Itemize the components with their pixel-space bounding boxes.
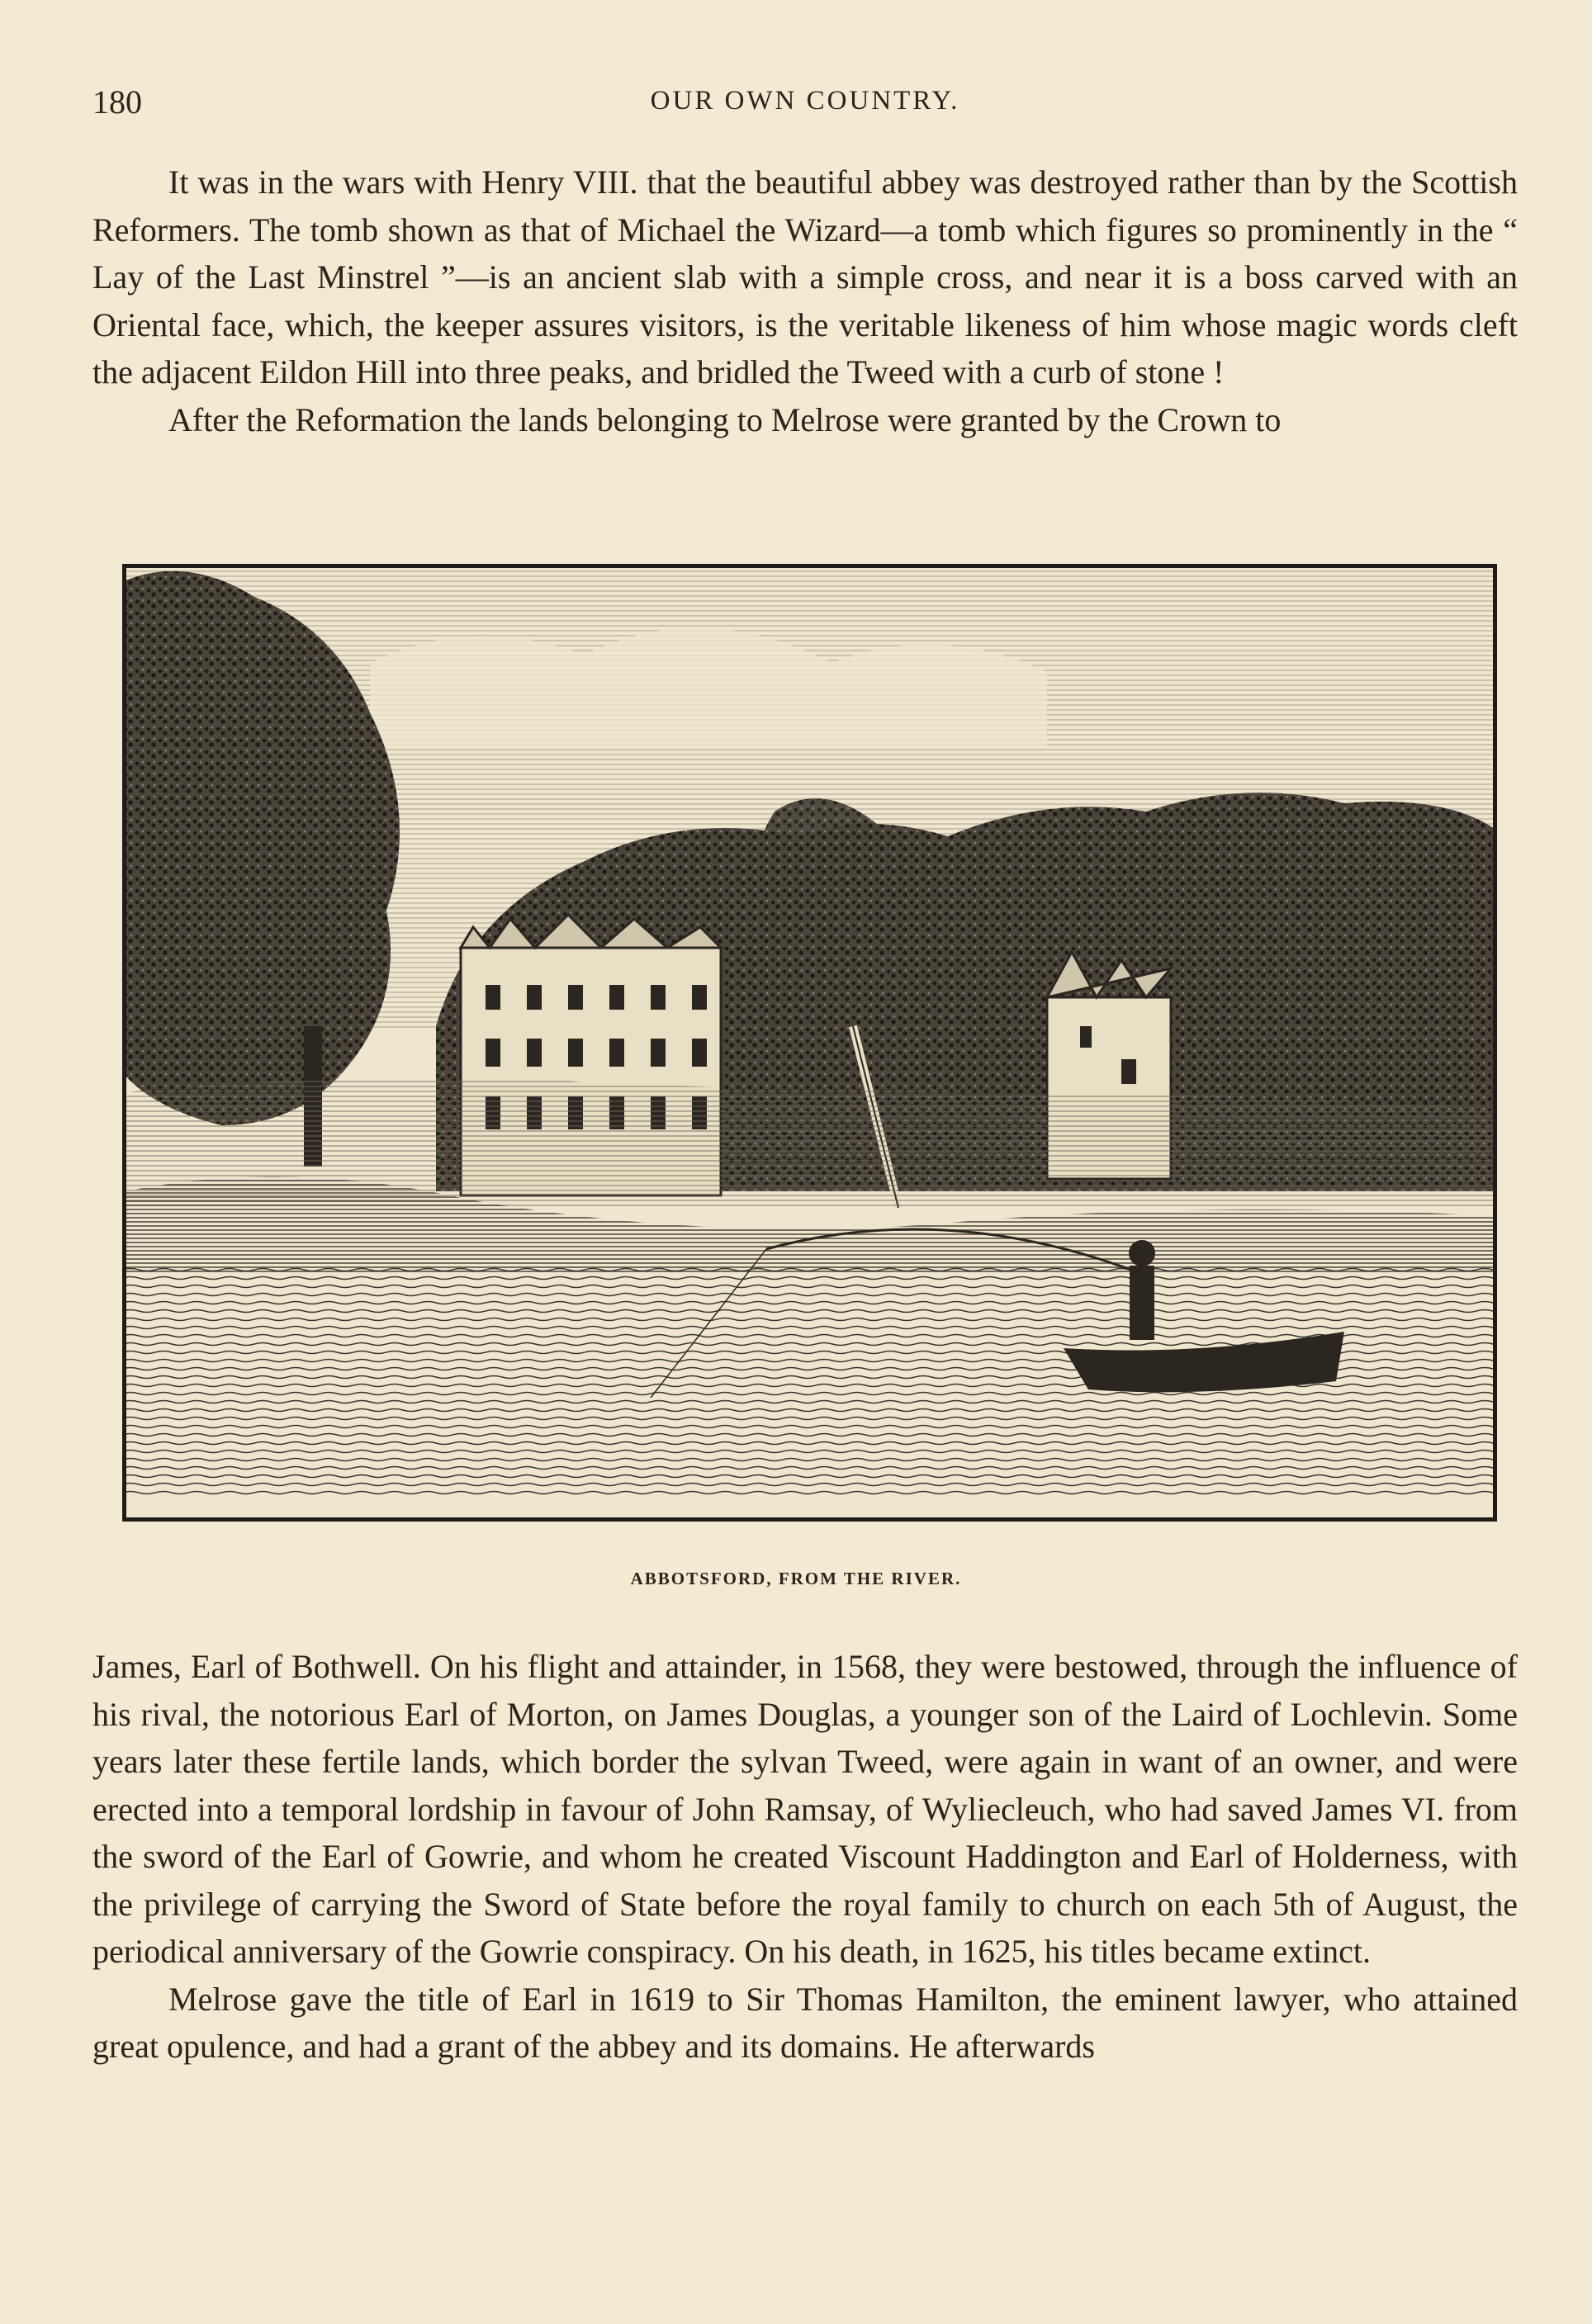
paragraph: After the Reformation the lands belonging to Melrose were granted by the Crown to [168, 400, 1282, 438]
running-title: OUR OWN COUNTRY. [650, 86, 960, 116]
figure-caption: ABBOTSFORD, FROM THE RIVER. [630, 1569, 962, 1588]
body-text-bottom [92, 1643, 1518, 2071]
paragraph: James, Earl of Bothwell. On his flight and attainder, in 1568, they were bestowed, through the influence of his rival, the notorious Earl of Morton, on James Douglas, a younger son of the Laird of Lochlevin. Some years later these fertile lands, which border the sylvan Tweed, were again in want of an owner, and were erected into a temporal lordship in favour of John Ramsay, of Wyliecleuch, who had saved James VI. from the sword of the Earl of Gowrie, and whom he created Viscount Haddington and Earl of Holderness, with the privilege of carrying the Sword of State before the royal family to church on each 5th of August, the periodical anniversary of the Gowrie conspiracy. On his death, in 1625, his titles became extinct. [92, 1648, 1518, 1970]
paragraph: Melrose gave the title of Earl in 1619 to Sir Thomas Hamilton, the eminent lawyer, who attained great opulence, and had a grant of the abbey and its domains. He afterwards [92, 1980, 1518, 2065]
body-text-top [92, 159, 1518, 443]
clouds [370, 627, 1047, 745]
engraving-illustration [122, 564, 1497, 1522]
page-number: 180 [92, 83, 142, 121]
page-header [92, 83, 1518, 124]
paragraph: It was in the wars with Henry VIII. that the beautiful abbey was destroyed rather than by the Scottish Reformers. The tomb shown as that of Michael the Wizard—a tomb which figures so prominently in the “ Lay of the Last Minstrel ”—is an ancient slab with a simple cross, and near it is a boss carved with an Oriental face, which, the keeper assures visitors, is the veritable likeness of him whose magic words cleft the adjacent Eildon Hill into three peaks, and bridled the Tweed with a curb of stone ! [92, 163, 1518, 390]
